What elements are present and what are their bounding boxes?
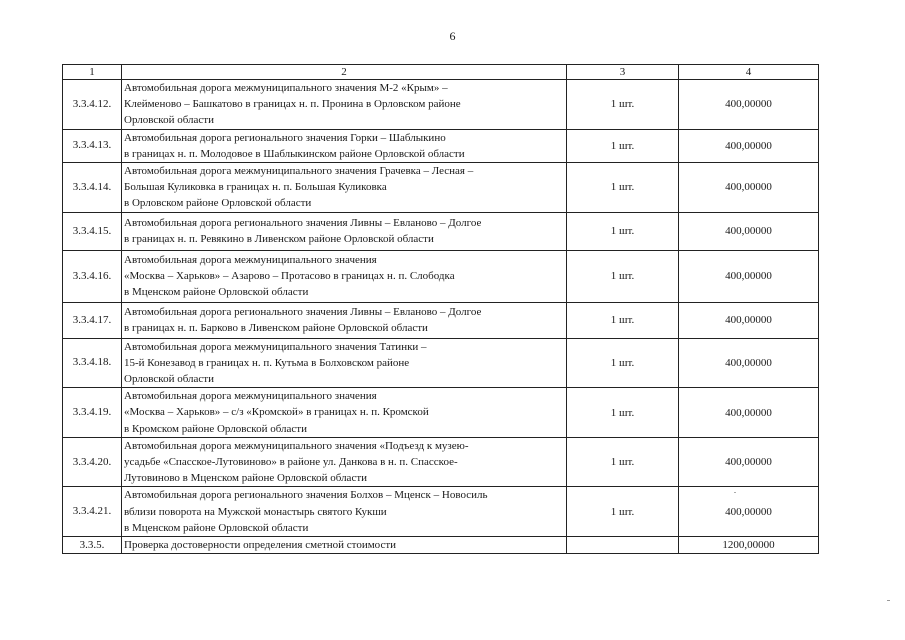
row-number: 3.3.4.20. <box>63 437 122 487</box>
row-number: 3.3.4.19. <box>63 388 122 438</box>
row-cost: 400,00000 <box>679 338 819 388</box>
header-cell-2: 2 <box>122 65 567 80</box>
row-number: 3.3.5. <box>63 537 122 554</box>
row-description: Автомобильная дорога межмуниципального значения Грачевка – Лесная – Большая Куликовка в границах н. п. Большая Куликовка в Орловском районе Орловской области <box>122 163 567 213</box>
table-row <box>63 537 819 554</box>
row-number: 3.3.4.17. <box>63 302 122 338</box>
row-description: Автомобильная дорога межмуниципального значения М-2 «Крым» – Клейменово – Башкатово в границах н. п. Пронина в Орловском районе Орловской области <box>122 80 567 130</box>
row-description: Автомобильная дорога регионального значения Ливны – Евланово – Долгое в границах н. п. Ревякино в Ливенском районе Орловской области <box>122 212 567 250</box>
row-description: Проверка достоверности определения сметной стоимости <box>122 537 567 554</box>
table-row <box>63 338 819 388</box>
row-number: 3.3.4.18. <box>63 338 122 388</box>
row-number: 3.3.4.13. <box>63 129 122 162</box>
header-cell-4: 4 <box>679 65 819 80</box>
row-description: Автомобильная дорога межмуниципального значения «Москва – Харьков» – Азарово – Протасово в границах н. п. Слободка в Мценском районе Орловской области <box>122 250 567 302</box>
row-description: Автомобильная дорога регионального значения Горки – Шаблыкино в границах н. п. Молодовое в Шаблыкинском районе Орловской области <box>122 129 567 162</box>
row-cost: 400,00000 <box>679 250 819 302</box>
row-number: 3.3.4.12. <box>63 80 122 130</box>
row-quantity: 1 шт. <box>567 487 679 537</box>
row-number: 3.3.4.15. <box>63 212 122 250</box>
row-number: 3.3.4.16. <box>63 250 122 302</box>
row-quantity: 1 шт. <box>567 437 679 487</box>
row-cost: 400,00000 <box>679 80 819 130</box>
row-quantity: 1 шт. <box>567 338 679 388</box>
row-cost: 400,00000 <box>679 487 819 537</box>
table-row <box>63 250 819 302</box>
header-cell-3: 3 <box>567 65 679 80</box>
row-quantity: 1 шт. <box>567 80 679 130</box>
row-number: 3.3.4.21. <box>63 487 122 537</box>
row-cost: 1200,00000 <box>679 537 819 554</box>
row-quantity: 1 шт. <box>567 129 679 162</box>
row-quantity: 1 шт. <box>567 388 679 438</box>
header-cell-1: 1 <box>63 65 122 80</box>
row-description: Автомобильная дорога межмуниципального значения Татинки – 15-й Конезавод в границах н. п. Кутьма в Болховском районе Орловской области <box>122 338 567 388</box>
row-quantity: 1 шт. <box>567 212 679 250</box>
row-cost: 400,00000 <box>679 163 819 213</box>
row-cost: 400,00000 <box>679 437 819 487</box>
table-row <box>63 163 819 213</box>
row-quantity: 1 шт. <box>567 302 679 338</box>
table-row <box>63 487 819 537</box>
estimate-table <box>62 64 819 554</box>
table-row <box>63 388 819 438</box>
row-cost: 400,00000 <box>679 302 819 338</box>
row-quantity: 1 шт. <box>567 163 679 213</box>
row-number: 3.3.4.14. <box>63 163 122 213</box>
header-row <box>63 65 819 80</box>
row-description: Автомобильная дорога межмуниципального значения «Москва – Харьков» – с/з «Кромской» в границах н. п. Кромской в Кромском районе Орловской области <box>122 388 567 438</box>
table-row <box>63 129 819 162</box>
table-row <box>63 212 819 250</box>
row-description: Автомобильная дорога регионального значения Ливны – Евланово – Долгое в границах н. п. Барково в Ливенском районе Орловской области <box>122 302 567 338</box>
row-cost: 400,00000 <box>679 212 819 250</box>
row-cost: 400,00000 <box>679 388 819 438</box>
page-number: 6 <box>449 29 456 43</box>
table-row <box>63 437 819 487</box>
row-quantity <box>567 537 679 554</box>
row-cost: 400,00000 <box>679 129 819 162</box>
table-row <box>63 302 819 338</box>
scan-speck <box>734 492 736 493</box>
row-quantity: 1 шт. <box>567 250 679 302</box>
scan-speck <box>887 600 890 601</box>
row-description: Автомобильная дорога регионального значения Болхов – Мценск – Новосиль вблизи поворота на Мужской монастырь святого Кукши в Мценском районе Орловской области <box>122 487 567 537</box>
row-description: Автомобильная дорога межмуниципального значения «Подъезд к музею- усадьбе «Спасское-Лутовиново» в районе ул. Данкова в н. п. Спасское- Лутовиново в Мценском районе Орловской области <box>122 437 567 487</box>
table-row <box>63 80 819 130</box>
